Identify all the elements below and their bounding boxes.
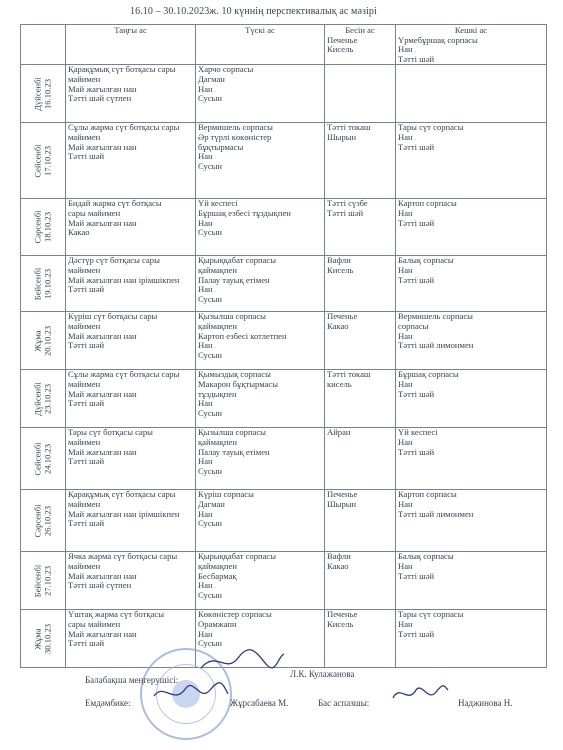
snack-item: Тәтті сүзбе <box>327 198 368 209</box>
breakfast-item: майимен <box>68 131 101 142</box>
head-label: Балабақша меңгерушісі: <box>85 675 179 685</box>
day-cell <box>21 370 66 428</box>
lunch-item: Палау тауық етімен <box>198 446 270 457</box>
breakfast-item: Дәстүр сүт ботқасы сары <box>68 255 160 266</box>
table-row <box>21 199 547 256</box>
dinner-cell <box>396 610 547 668</box>
breakfast-item: Май жағылған нан <box>68 446 137 457</box>
lunch-item: Сусын <box>198 465 223 476</box>
lunch-item: Нан <box>198 580 213 591</box>
day-cell <box>21 552 66 610</box>
breakfast-item: Май жағылған нан <box>68 217 137 228</box>
lunch-item: Қызылша сорпасы <box>198 427 266 438</box>
lunch-item: Вермишель сорпасы <box>198 122 273 133</box>
lunch-item: Сусын <box>198 227 223 238</box>
breakfast-item: Бидай жарма сүт ботқасы <box>68 198 162 209</box>
lunch-item: Күріш сорпасы <box>198 489 254 500</box>
day-cell <box>21 256 66 312</box>
dinner-item: Нан <box>398 498 413 509</box>
lunch-item: Сусын <box>198 160 223 171</box>
doctor-label: Емдәмбике: <box>85 698 131 708</box>
breakfast-item: майимен <box>68 560 101 571</box>
dinner-cell <box>396 256 547 312</box>
dinner-item: Балық сорпасы <box>398 551 454 562</box>
table-row <box>21 256 547 312</box>
breakfast-item: Май жағылған нан <box>68 628 137 639</box>
breakfast-item: Күріш сүт ботқасы сары <box>68 311 158 322</box>
breakfast-item: Тәтті шәй <box>68 456 105 467</box>
dinner-item: Картоп сорпасы <box>398 489 457 500</box>
dinner-cell <box>396 312 547 370</box>
breakfast-cell <box>66 370 196 428</box>
day-label: Жұма 20.10.23 <box>32 325 52 356</box>
breakfast-item: Май жағылған нан <box>68 83 137 94</box>
lunch-cell <box>196 123 325 199</box>
dinner-item: Тәтті шәй <box>398 274 435 285</box>
breakfast-item: майимен <box>68 264 101 275</box>
lunch-item: Дагман <box>198 73 225 84</box>
dinner-header-line: Кешкі ас <box>454 25 488 35</box>
lunch-cell <box>196 312 325 370</box>
breakfast-item: Тәтті шәй <box>68 340 105 351</box>
snack-cell <box>325 610 396 668</box>
dinner-item: Тәтті шәй <box>398 217 435 228</box>
lunch-item: Нан <box>198 284 213 295</box>
snack-item: Тәтті шәй <box>327 207 364 218</box>
snack-item: Тәтті токаш <box>327 122 371 133</box>
breakfast-item: сары майимен <box>68 207 121 218</box>
dinner-cell <box>396 199 547 256</box>
breakfast-cell <box>66 428 196 490</box>
day-cell <box>21 199 66 256</box>
breakfast-item: Үштақ жарма сүт ботқасы <box>68 609 164 620</box>
lunch-item: бұқтырмасы <box>198 141 244 152</box>
lunch-cell <box>196 490 325 552</box>
snack-cell <box>325 65 396 123</box>
snack-header-line: Кисель <box>327 44 354 55</box>
lunch-item: Нан <box>198 217 213 228</box>
table-row <box>21 123 547 199</box>
lunch-item: Нан <box>198 398 213 409</box>
doctor-name: Жұрсабаева М. <box>230 698 289 708</box>
dinner-item: Бұршақ сорпасы <box>398 369 459 380</box>
snack-item: Шырын <box>327 131 357 142</box>
snack-item: кисель <box>327 378 352 389</box>
breakfast-item: майимен <box>68 498 101 509</box>
dinner-item: Үй кеспесі <box>398 427 438 438</box>
dinner-cell <box>396 65 547 123</box>
day-cell <box>21 610 66 668</box>
day-cell <box>21 312 66 370</box>
snack-cell <box>325 199 396 256</box>
breakfast-cell <box>66 123 196 199</box>
lunch-item: Сусын <box>198 293 223 304</box>
breakfast-item: Май жағылған нан ірімшікпен <box>68 274 180 285</box>
breakfast-item: Сұлы жарма сүт ботқасы сары <box>68 122 180 133</box>
breakfast-cell <box>66 256 196 312</box>
table-row <box>21 428 547 490</box>
snack-cell <box>325 123 396 199</box>
dinner-item: Тәтті шәй лимонмен <box>398 508 474 519</box>
lunch-item: Харчо сорпасы <box>198 64 254 75</box>
lunch-cell <box>196 428 325 490</box>
table-row <box>21 312 547 370</box>
snack-item: Печенье <box>327 609 358 620</box>
table-row <box>21 552 547 610</box>
breakfast-item: Май жағылған нан <box>68 570 137 581</box>
day-label: Сейсенбі 24.10.23 <box>32 442 52 476</box>
lunch-item: Дагман <box>198 498 225 509</box>
dinner-item: Тәтті шәй <box>398 628 435 639</box>
snack-item: Айран <box>327 427 351 438</box>
lunch-cell <box>196 65 325 123</box>
day-column-header <box>21 25 66 65</box>
day-label: Дүйсенбі 16.10.23 <box>32 76 52 111</box>
breakfast-item: сары майимен <box>68 618 121 629</box>
head-name: Л.К. Кулажанова <box>290 669 355 679</box>
snack-item: Печенье <box>327 311 358 322</box>
breakfast-cell <box>66 199 196 256</box>
lunch-item: Сусын <box>198 518 223 529</box>
lunch-item: Әр түрлі көкөністер <box>198 131 272 142</box>
breakfast-item: майимен <box>68 73 101 84</box>
snack-item: Печенье <box>327 489 358 500</box>
breakfast-item: Ячка жарма сүт ботқасы сары <box>68 551 178 562</box>
breakfast-item: майимен <box>68 378 101 389</box>
snack-header-line: Бесін ас <box>345 25 375 35</box>
lunch-item: Сусын <box>198 407 223 418</box>
dinner-header <box>396 25 547 65</box>
breakfast-item: Тәтті шәй <box>68 398 105 409</box>
lunch-item: қаймақпен <box>198 320 237 331</box>
dinner-header-line: Тәтті шәй <box>398 53 435 64</box>
dinner-item: Нан <box>398 330 413 341</box>
snack-header <box>325 25 396 65</box>
day-cell <box>21 490 66 552</box>
lunch-item: Қырыққабат сорпасы <box>198 551 277 562</box>
dinner-cell <box>396 370 547 428</box>
dinner-item: Тары сүт сорпасы <box>398 122 464 133</box>
dinner-item: Тәтті шәй <box>398 446 435 457</box>
day-label: Сәрсенбі 18.10.23 <box>32 210 52 244</box>
snack-cell <box>325 312 396 370</box>
lunch-item: Нан <box>198 151 213 162</box>
lunch-cell <box>196 370 325 428</box>
lunch-item: Нан <box>198 340 213 351</box>
breakfast-cell <box>66 490 196 552</box>
breakfast-cell <box>66 312 196 370</box>
breakfast-item: Қарақұмық сүт ботқасы сары <box>68 64 176 75</box>
snack-item: Какао <box>327 320 349 331</box>
dinner-header-line: Нан <box>398 44 413 55</box>
lunch-item: Палау тауық етімен <box>198 274 270 285</box>
breakfast-item: майимен <box>68 436 101 447</box>
snack-cell <box>325 256 396 312</box>
breakfast-cell <box>66 65 196 123</box>
breakfast-item: Май жағылған нан <box>68 330 137 341</box>
lunch-item: Қымыздық сорпасы <box>198 369 271 380</box>
breakfast-item: Тәтті шәй <box>68 638 105 649</box>
day-label: Дүйсенбі 23.10.23 <box>32 381 52 416</box>
lunch-item: Үй кеспесі <box>198 198 238 209</box>
lunch-item: Нан <box>198 456 213 467</box>
day-label: Сәрсенбі 26.10.23 <box>32 504 52 538</box>
menu-table <box>20 24 547 668</box>
lunch-cell <box>196 552 325 610</box>
snack-header-line: Печенье <box>327 34 358 45</box>
cook-name: Наджинова Н. <box>458 698 513 708</box>
lunch-item: Картоп езбесі котлетпен <box>198 330 287 341</box>
table-row <box>21 65 547 123</box>
dinner-item: Нан <box>398 378 413 389</box>
snack-item: Шырын <box>327 498 357 509</box>
day-cell <box>21 428 66 490</box>
dinner-item: Тәтті шәй <box>398 141 435 152</box>
cook-signature <box>390 680 450 708</box>
lunch-item: Сусын <box>198 93 223 104</box>
breakfast-item: Қарақұмық сүт ботқасы сары <box>68 489 176 500</box>
dinner-item: Тәтті шәй <box>398 570 435 581</box>
snack-item: Тәтті токаш <box>327 369 371 380</box>
lunch-item: Сусын <box>198 638 223 649</box>
day-label: Бейсенбі 19.10.23 <box>32 267 52 301</box>
lunch-item: Нан <box>198 508 213 519</box>
dinner-cell <box>396 490 547 552</box>
breakfast-item: Тәтті шәй сүтпен <box>68 93 132 104</box>
breakfast-item: Сұлы жарма сүт ботқасы сары <box>68 369 180 380</box>
breakfast-item: Май жағылған нан <box>68 141 137 152</box>
breakfast-cell <box>66 552 196 610</box>
lunch-item: қаймақпен <box>198 560 237 571</box>
snack-cell <box>325 428 396 490</box>
table-header-row <box>21 25 547 65</box>
day-label: Бейсенбі 27.10.23 <box>32 564 52 598</box>
snack-item: Вафли <box>327 551 351 562</box>
dinner-cell <box>396 123 547 199</box>
lunch-item: тұздықпен <box>198 388 237 399</box>
dinner-item: Тары сүт сорпасы <box>398 609 464 620</box>
dinner-item: Тәтті шәй лимонмен <box>398 340 474 351</box>
document-title: 16.10 – 30.10.2023ж. 10 күннің перспективалық ас мәзірі <box>130 6 377 17</box>
breakfast-header: Таңғы ас <box>66 25 196 65</box>
snack-cell <box>325 370 396 428</box>
day-cell <box>21 123 66 199</box>
lunch-cell <box>196 199 325 256</box>
lunch-item: Орамжапн <box>198 618 237 629</box>
lunch-item: Көкөністер сорпасы <box>198 609 272 620</box>
lunch-item: Макарон бұқтырмасы <box>198 378 278 389</box>
lunch-item: Сусын <box>198 589 223 600</box>
snack-cell <box>325 490 396 552</box>
lunch-item: Бесбармақ <box>198 570 237 581</box>
dinner-cell <box>396 552 547 610</box>
lunch-item: Нан <box>198 628 213 639</box>
snack-item: Кисель <box>327 618 354 629</box>
day-cell <box>21 65 66 123</box>
breakfast-item: Тәтті шәй <box>68 151 105 162</box>
dinner-item: Нан <box>398 618 413 629</box>
lunch-item: Қырыққабат сорпасы <box>198 255 277 266</box>
day-label: Жұма 30.10.23 <box>32 623 52 654</box>
lunch-item: Нан <box>198 83 213 94</box>
lunch-item: қаймақпен <box>198 264 237 275</box>
table-row <box>21 370 547 428</box>
breakfast-item: Тәтті шәй <box>68 518 105 529</box>
lunch-header: Түскі ас <box>196 25 325 65</box>
snack-cell <box>325 552 396 610</box>
head-signature <box>196 646 286 678</box>
dinner-item: Вермишель сорпасы <box>398 311 473 322</box>
lunch-item: Бұршақ езбесі тұздықпен <box>198 207 291 218</box>
dinner-item: Нан <box>398 131 413 142</box>
day-label: Сейсенбі 17.10.23 <box>32 144 52 178</box>
dinner-header-line: Үрмебұршақ сорпасы <box>398 34 478 45</box>
dinner-item: Балық сорпасы <box>398 255 454 266</box>
table-row <box>21 490 547 552</box>
snack-item: Вафли <box>327 255 351 266</box>
dinner-cell <box>396 428 547 490</box>
lunch-cell <box>196 256 325 312</box>
cook-label: Бас аспазшы: <box>318 698 370 708</box>
dinner-item: Нан <box>398 207 413 218</box>
breakfast-item: Май жағылған нан <box>68 388 137 399</box>
snack-item: Какао <box>327 560 349 571</box>
breakfast-item: Тары сүт ботқасы сары <box>68 427 153 438</box>
lunch-item: Сусын <box>198 349 223 360</box>
dinner-item: Нан <box>398 436 413 447</box>
breakfast-item: Тәтті шәй сүтпен <box>68 580 132 591</box>
breakfast-item: Тәтті шәй <box>68 284 105 295</box>
dinner-item: Нан <box>398 560 413 571</box>
dinner-item: Нан <box>398 264 413 275</box>
lunch-item: қаймақпен <box>198 436 237 447</box>
breakfast-item: Какао <box>68 227 90 238</box>
dinner-item: Картоп сорпасы <box>398 198 457 209</box>
dinner-item: Тәтті шәй <box>398 388 435 399</box>
breakfast-item: майимен <box>68 320 101 331</box>
lunch-item: Қызылша сорпасы <box>198 311 266 322</box>
breakfast-item: Май жағылған нан ірімшікпен <box>68 508 180 519</box>
snack-item: Кисель <box>327 264 354 275</box>
dinner-item: сорпасы <box>398 320 429 331</box>
